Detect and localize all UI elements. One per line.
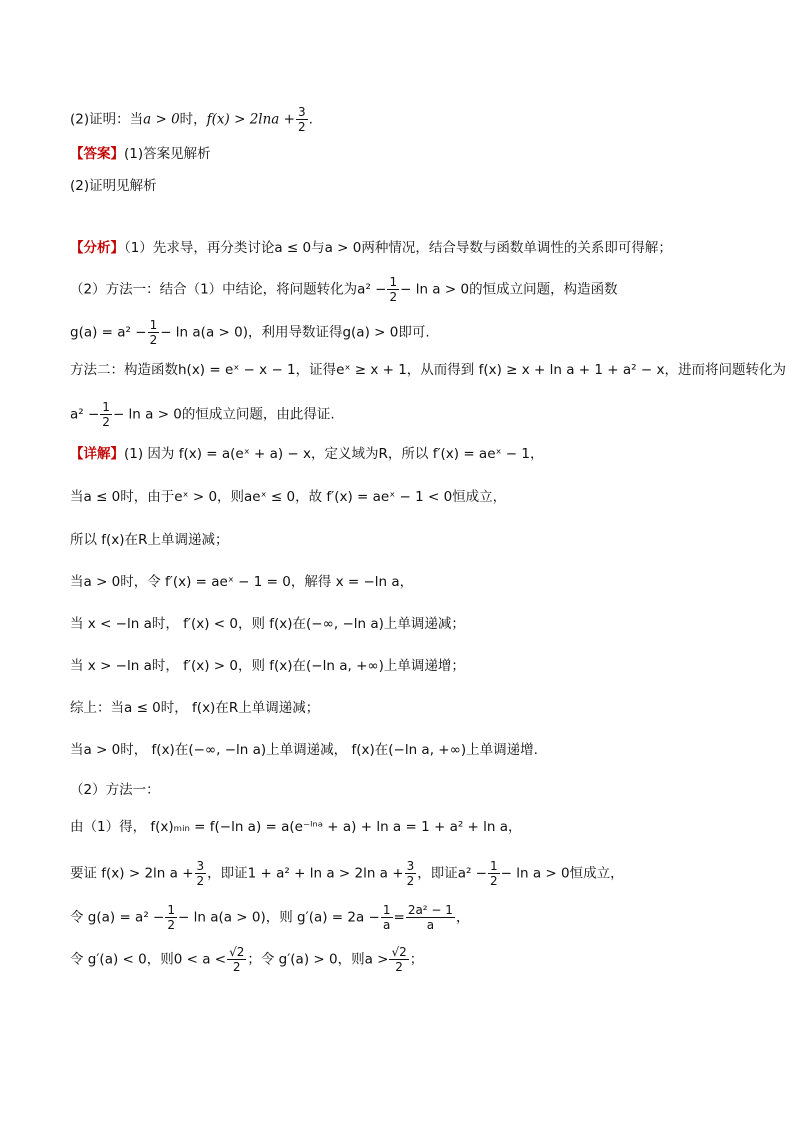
- detail-line-5: 当 x < −ln a时， f′(x) < 0，则 f(x)在(−∞, −ln a)上单调递减；: [70, 616, 465, 632]
- detail-line-7: 综上：当a ≤ 0时， f(x)在R上单调递减；: [70, 700, 320, 716]
- detail-line-9: （2）方法一：: [70, 782, 160, 798]
- answer-line-2: (2)证明见解析: [70, 178, 157, 194]
- detail-line-8: 当a > 0时， f(x)在(−∞, −ln a)上单调递减， f(x)在(−ln a, +∞)上单调递增.: [70, 742, 538, 758]
- detail-tag: 【详解】: [70, 446, 124, 462]
- detail-line-12: 令 g(a) = a² − $\frac{1}{2}$ − ln a(a > 0)，则 g′(a) = 2a − $\frac{1}{a}$ = $\frac{\text{2a² − 1}}{a}$ ，: [70, 903, 470, 932]
- detail-line-6: 当 x > −ln a时， f′(x) > 0，则 f(x)在(−ln a, +∞)上单调递增；: [70, 658, 465, 674]
- analysis-line-5: a² − $\frac{1}{2}$ − ln a > 0的恒成立问题，由此得证.: [70, 400, 335, 429]
- detail-line-11: 要证 f(x) > 2ln a + $\frac{3}{2}$ ，即证1 + a² + ln a > 2ln a + $\frac{3}{2}$ ，即证a² − $\frac{1}{2}$ − ln a > 0恒成立，: [70, 859, 624, 888]
- detail-line-1: 【详解】(1) 因为 f(x) = a(eˣ + a) − x，定义域为R，所以 f′(x) = aeˣ − 1，: [70, 446, 544, 462]
- detail-line-4: 当a > 0时，令 f′(x) = aeˣ − 1 = 0，解得 x = −ln a，: [70, 574, 414, 590]
- answer-line-1: 【答案】(1)答案见解析: [70, 146, 211, 162]
- problem-part2: (2)证明：当a > 0时，f(x) > 2lna + $\frac{3}{2}$ .: [70, 105, 313, 134]
- analysis-line-4: 方法二：构造函数h(x) = eˣ − x − 1，证得eˣ ≥ x + 1，从而得到 f(x) ≥ x + ln a + 1 + a² − x，进而将问题转化为: [70, 362, 786, 378]
- analysis-tag: 【分析】: [70, 240, 124, 256]
- detail-line-3: 所以 f(x)在R上单调递减；: [70, 532, 229, 548]
- analysis-line-2: （2）方法一：结合（1）中结论，将问题转化为a² − $\frac{1}{2}$ − ln a > 0的恒成立问题，构造函数: [70, 275, 618, 304]
- detail-line-10: 由（1）得， f(x)ₘᵢₙ = f(−ln a) = a(e⁻ˡⁿᵃ + a) + ln a = 1 + a² + ln a，: [70, 819, 522, 835]
- analysis-line-3: g(a) = a² − $\frac{1}{2}$ − ln a(a > 0)，利用导数证得g(a) > 0即可.: [70, 318, 430, 347]
- detail-line-13: 令 g′(a) < 0，则0 < a < $\frac{√2}{2}$ ；令 g′(a) > 0，则a > $\frac{√2}{2}$ ；: [70, 945, 424, 974]
- analysis-line-1: 【分析】（1）先求导，再分类讨论a ≤ 0与a > 0两种情况，结合导数与函数单调性的关系即可得解；: [70, 240, 672, 256]
- fraction-3-2: $\frac{3}{2}$: [297, 105, 306, 134]
- detail-line-2: 当a ≤ 0时，由于eˣ > 0，则aeˣ ≤ 0，故 f′(x) = aeˣ − 1 < 0恒成立，: [70, 489, 507, 505]
- answer-tag: 【答案】: [70, 146, 124, 162]
